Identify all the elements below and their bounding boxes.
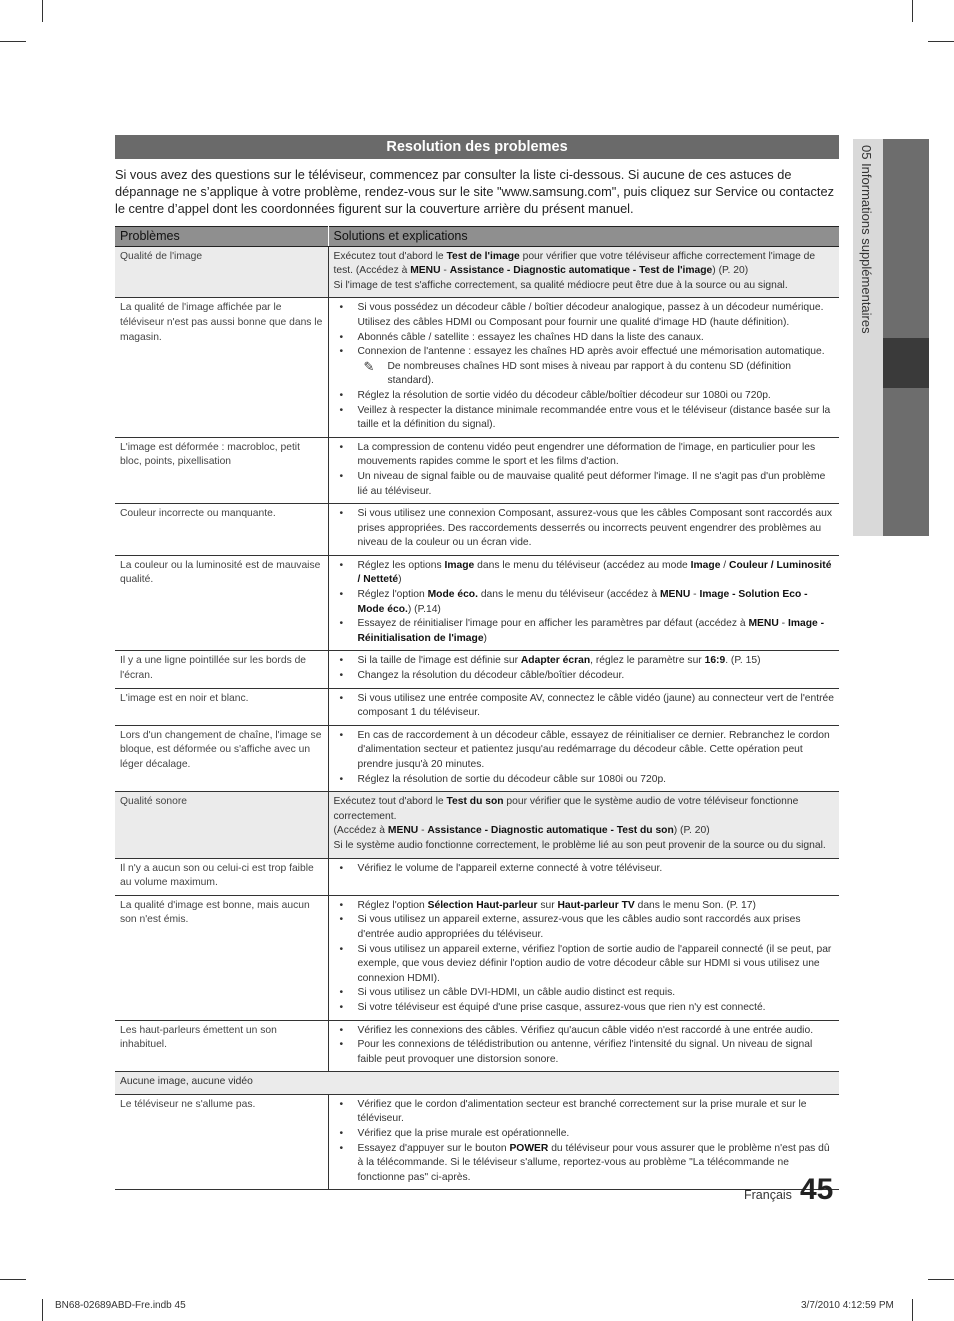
crop-mark bbox=[928, 1279, 954, 1280]
list-item: • Si vous utilisez un appareil externe, vérifiez l'option de sortie audio de l'appareil connecté (il se peut, par exemple, que vous deviez définir l'option audio de votre décodeur câble sur HDMI si vous utilisez une connexion HDMI). bbox=[334, 943, 835, 987]
crop-mark bbox=[42, 1299, 43, 1321]
solution-cell: Exécutez tout d'abord le Test du son pour vérifier que le système audio de votre téléviseur fonctionne correctement. (Accédez à MENU - Assistance - Diagnostic automatique - Test du son) (P. 20) Si le système audio fonctionne correctement, le problème lié au son peut provenir de la source ou du signal. bbox=[328, 792, 839, 858]
table-section-row bbox=[115, 1072, 839, 1095]
problem-cell: Qualité de l'image bbox=[115, 246, 328, 298]
list-item: • En cas de raccordement à un décodeur câble, essayez de réinitialiser ce dernier. Rebranchez le cordon d'alimentation secteur et patientez jusqu'au redémarrage du décodeur câble. Cette opération peut prendre jusqu'à 20 minutes. bbox=[334, 729, 835, 773]
section-title: Resolution des problemes bbox=[115, 135, 839, 159]
page-number: 45 bbox=[800, 1173, 834, 1206]
table-row bbox=[115, 437, 839, 503]
problem-cell: Les haut-parleurs émettent un son inhabituel. bbox=[115, 1020, 328, 1072]
solution-cell bbox=[328, 858, 839, 895]
note-item: ✎ De nombreuses chaînes HD sont mises à niveau par rapport à du contenu SD (définition standard). bbox=[334, 360, 835, 389]
table-row bbox=[115, 688, 839, 725]
table-row bbox=[115, 504, 839, 556]
list-item: • Vérifiez que la prise murale est opérationnelle. bbox=[334, 1127, 835, 1142]
troubleshooting-table bbox=[115, 226, 839, 1190]
table-row bbox=[115, 246, 839, 298]
solution-cell bbox=[328, 555, 839, 651]
list-item: • Si vous utilisez une connexion Composant, assurez-vous que les câbles Composant sont raccordés aux prises appropriées. Des raccordements desserrés ou incorrects peuvent engendrer des problèmes au niveau de la couleur ou un écran vide. bbox=[334, 507, 835, 551]
problem-cell: Le téléviseur ne s'allume pas. bbox=[115, 1094, 328, 1190]
table-row bbox=[115, 298, 839, 437]
list-item: • Si vous utilisez un câble DVI-HDMI, un câble audio distinct est requis. bbox=[334, 986, 835, 1001]
problem-cell: Il n'y a aucun son ou celui-ci est trop faible au volume maximum. bbox=[115, 858, 328, 895]
problem-cell: Il y a une ligne pointillée sur les bords de l'écran. bbox=[115, 651, 328, 688]
crop-mark bbox=[0, 41, 26, 42]
solution-cell: Exécutez tout d'abord le Test de l'image pour vérifier que votre téléviseur affiche correctement l'image de test. (Accédez à MENU - Assistance - Diagnostic automatique - Test de l'image) (P. 20) Si l'image de test s'affiche correctement, sa qualité médiocre peut être due à la source ou au signal. bbox=[328, 246, 839, 298]
list-item: • Réglez les options Image dans le menu du téléviseur (accédez au mode Image / Couleur / Luminosité / Netteté) bbox=[334, 559, 835, 588]
list-item: • Réglez l'option Mode éco. dans le menu du téléviseur (accédez à MENU - Image - Solution Eco - Mode éco.) (P.14) bbox=[334, 588, 835, 617]
solution-cell bbox=[328, 1020, 839, 1072]
table-row bbox=[115, 792, 839, 858]
problem-cell: L'image est déformée : macrobloc, petit bloc, points, pixellisation bbox=[115, 437, 328, 503]
list-item: • Connexion de l'antenne : essayez les chaînes HD après avoir effectué une mémorisation automatique. bbox=[334, 345, 835, 360]
table-row bbox=[115, 725, 839, 791]
crop-mark bbox=[42, 0, 43, 22]
list-item: • Vérifiez les connexions des câbles. Vérifiez qu'aucun câble vidéo n'est raccordé à une entrée audio. bbox=[334, 1024, 835, 1039]
solution-cell bbox=[328, 725, 839, 791]
list-item: • Essayez d'appuyer sur le bouton POWER du téléviseur pour vous assurer que le problème n'est pas dû à la télécommande. Si le téléviseur s'allume, reportez-vous au problème "La télécommande ne fonctionne pas" ci-après. bbox=[334, 1142, 835, 1186]
side-tab-marker bbox=[883, 338, 929, 388]
list-item: • Abonnés câble / satellite : essayez les chaînes HD dans la liste des canaux. bbox=[334, 331, 835, 346]
list-item: • Si votre téléviseur est équipé d'une prise casque, assurez-vous que rien n'y est connecté. bbox=[334, 1001, 835, 1016]
problem-cell: L'image est en noir et blanc. bbox=[115, 688, 328, 725]
problem-cell: La qualité de l'image affichée par le téléviseur n'est pas aussi bonne que dans le magasin. bbox=[115, 298, 328, 437]
problem-cell: Lors d'un changement de chaîne, l'image se bloque, est déformée ou s'affiche avec un léger décalage. bbox=[115, 725, 328, 791]
list-item: • Si la taille de l'image est définie sur Adapter écran, réglez le paramètre sur 16:9. (P. 15) bbox=[334, 654, 835, 669]
solution-cell bbox=[328, 504, 839, 556]
problem-cell: Qualité sonore bbox=[115, 792, 328, 858]
crop-mark bbox=[0, 1279, 26, 1280]
problem-cell: Couleur incorrecte ou manquante. bbox=[115, 504, 328, 556]
table-row bbox=[115, 1020, 839, 1072]
list-item: • Pour les connexions de télédistribution ou antenne, vérifiez l'intensité du signal. Un niveau de signal faible peut provoquer une distorsion sonore. bbox=[334, 1038, 835, 1067]
list-item: • Essayez de réinitialiser l'image pour en afficher les paramètres par défaut (accédez à MENU - Image - Réinitialisation de l'image) bbox=[334, 617, 835, 646]
chapter-label: 05 Informations supplémentaires bbox=[859, 145, 874, 334]
solution-cell bbox=[328, 1094, 839, 1190]
list-item: • Changez la résolution du décodeur câble/boîtier décodeur. bbox=[334, 669, 835, 684]
list-item: • La compression de contenu vidéo peut engendrer une déformation de l'image, en particulier pour les mouvements rapides comme le sport et les films d'action. bbox=[334, 441, 835, 470]
section-cell: Aucune image, aucune vidéo bbox=[115, 1072, 839, 1095]
header-problems: Problèmes bbox=[115, 227, 328, 247]
list-item: • Veillez à respecter la distance minimale recommandée entre vous et le téléviseur (distance basée sur la taille et la définition du signal). bbox=[334, 404, 835, 433]
chapter-side-tab bbox=[853, 139, 929, 536]
list-item: • Si vous possédez un décodeur câble / boîtier décodeur analogique, passez à un décodeur numérique. Utilisez des câbles HDMI ou Composant pour fournir une qualité d'image HD (haute définition). bbox=[334, 301, 835, 330]
problem-cell: La qualité d'image est bonne, mais aucun son n'est émis. bbox=[115, 895, 328, 1020]
intro-paragraph: Si vous avez des questions sur le téléviseur, commencez par consulter la liste ci-dessous. Si aucune de ces astuces de dépannage ne s’applique à votre problème, rendez-vous sur le site "www.samsung.com", puis cliquez sur Service ou contactez le centre d’appel dont les coordonnées figurent sur la couverture arrière du présent manuel. bbox=[115, 167, 834, 216]
table-row bbox=[115, 555, 839, 651]
table-row bbox=[115, 651, 839, 688]
crop-mark bbox=[912, 1299, 913, 1321]
solution-cell bbox=[328, 688, 839, 725]
table-row bbox=[115, 1094, 839, 1190]
solution-cell bbox=[328, 895, 839, 1020]
crop-mark bbox=[928, 41, 954, 42]
file-info: BN68-02689ABD-Fre.indb 45 bbox=[55, 1300, 186, 1311]
solution-cell bbox=[328, 298, 839, 437]
table-row bbox=[115, 858, 839, 895]
list-item: • Si vous utilisez une entrée composite AV, connectez le câble vidéo (jaune) au connecteur vert de l'entrée composant 1 du téléviseur. bbox=[334, 692, 835, 721]
table-row bbox=[115, 895, 839, 1020]
print-date: 3/7/2010 4:12:59 PM bbox=[801, 1300, 894, 1311]
list-item: • Vérifiez que le cordon d'alimentation secteur est branché correctement sur la prise murale et sur le téléviseur. bbox=[334, 1098, 835, 1127]
list-item: • Un niveau de signal faible ou de mauvaise qualité peut déformer l'image. Il ne s'agit pas d'un problème lié au téléviseur. bbox=[334, 470, 835, 499]
list-item: • Vérifiez le volume de l'appareil externe connecté à votre téléviseur. bbox=[334, 862, 835, 877]
problem-cell: La couleur ou la luminosité est de mauvaise qualité. bbox=[115, 555, 328, 651]
list-item: • Réglez l'option Sélection Haut-parleur sur Haut-parleur TV dans le menu Son. (P. 17) bbox=[334, 899, 835, 914]
footer-language: Français bbox=[744, 1188, 792, 1202]
table-header-row bbox=[115, 227, 839, 247]
list-item: • Réglez la résolution de sortie du décodeur câble sur 1080i ou 720p. bbox=[334, 773, 835, 788]
solution-cell bbox=[328, 437, 839, 503]
solution-cell bbox=[328, 651, 839, 688]
list-item: • Réglez la résolution de sortie vidéo du décodeur câble/boîtier décodeur sur 1080i ou 720p. bbox=[334, 389, 835, 404]
header-solutions: Solutions et explications bbox=[328, 227, 839, 247]
list-item: • Si vous utilisez un appareil externe, assurez-vous que les câbles audio sont raccordés aux prises d'entrée audio appropriées du téléviseur. bbox=[334, 913, 835, 942]
crop-mark bbox=[912, 0, 913, 22]
